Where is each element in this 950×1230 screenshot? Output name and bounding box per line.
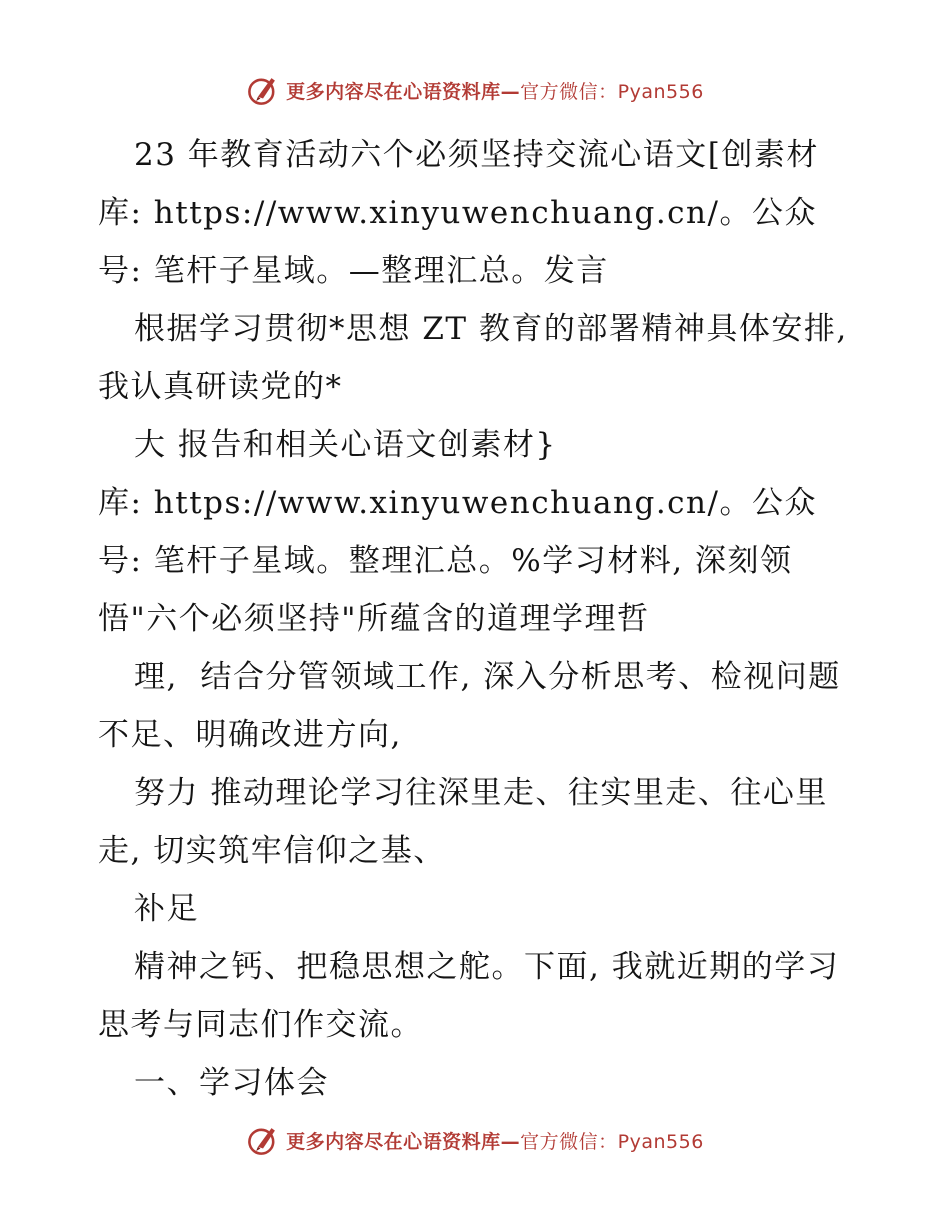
document-body: [98, 126, 858, 1112]
watermark-label: 更多内容尽在心语资料库—: [286, 1130, 521, 1153]
watermark-banner-top: [0, 70, 950, 110]
paragraph-6: 努力 推动理论学习往深里走、往实里走、往心里走, 切实筑牢信仰之基、: [98, 775, 828, 869]
paragraph-8: 精神之钙、把稳思想之舵。下面, 我就近期的学习思考与同志们作交流。: [98, 949, 840, 1043]
section-heading: 一、学习体会: [134, 1065, 329, 1101]
watermark-wechat: 官方微信：Pyan556: [520, 80, 704, 103]
pen-feather-circle-icon: [246, 1123, 280, 1157]
watermark-wechat: 官方微信：Pyan556: [520, 1130, 704, 1153]
paragraph-5: 理, 结合分管领域工作, 深入分析思考、检视问题不足、明确改进方向,: [98, 659, 841, 753]
paragraph-1: 23 年教育活动六个必须坚持交流心语文[创素材库: https://www.xinyuwenchuang.cn/。公众号: 笔杆子星域。—整理汇总。发言: [98, 137, 819, 289]
pen-feather-circle-icon: [246, 73, 280, 107]
watermark-label: 更多内容尽在心语资料库—: [286, 80, 521, 103]
paragraph-4: 库: https://www.xinyuwenchuang.cn/。公众号: 笔杆子星域。整理汇总。%学习材料, 深刻领悟"六个必须坚持"所蕴含的道理学理哲: [98, 485, 817, 637]
paragraph-7: 补足: [134, 891, 199, 927]
watermark-banner-bottom: [0, 1120, 950, 1160]
paragraph-3: 大 报告和相关心语文创素材}: [134, 427, 557, 463]
paragraph-2: 根据学习贯彻*思想 ZT 教育的部署精神具体安排, 我认真研读党的*: [98, 311, 860, 405]
